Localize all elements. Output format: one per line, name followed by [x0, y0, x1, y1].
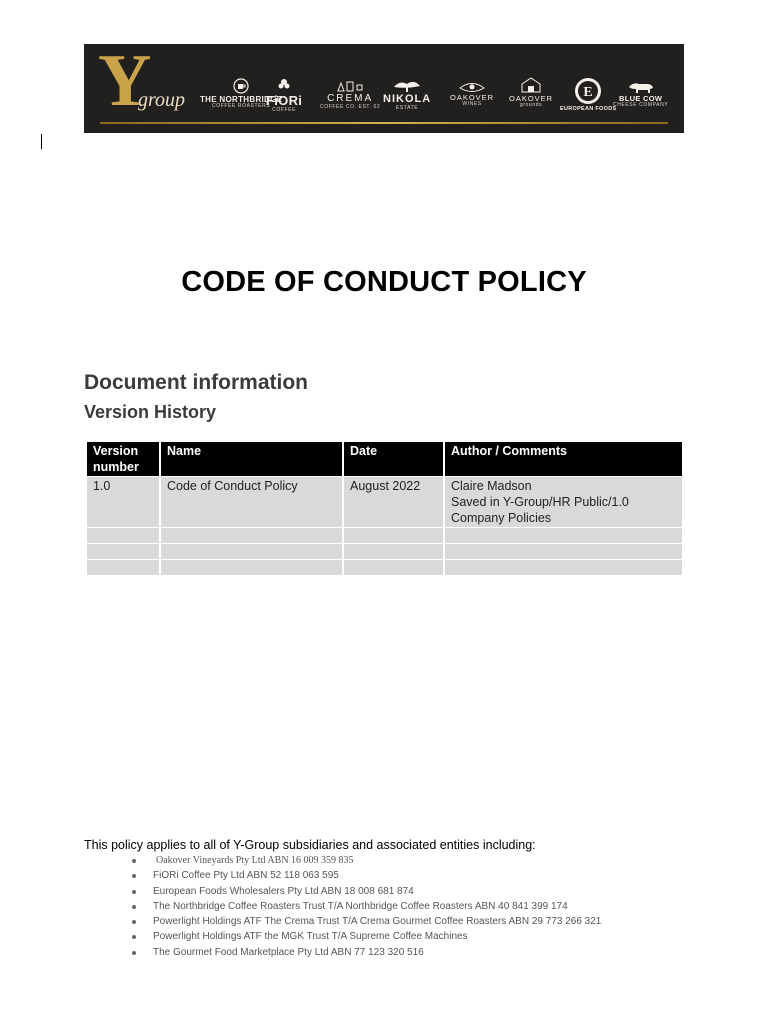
brand-sub: CHEESE COMPANY	[613, 101, 669, 108]
tree-icon	[392, 80, 422, 92]
list-item: Oakover Vineyards Pty Ltd ABN 16 009 359 835	[132, 853, 601, 868]
banner-gold-rule	[100, 122, 668, 124]
list-item: FiORi Coffee Pty Ltd ABN 52 118 063 595	[132, 868, 601, 883]
empty-cell	[343, 528, 444, 544]
brand-oakover-grounds	[509, 77, 553, 108]
list-item: European Foods Wholesalers Pty Ltd ABN 18 008 681 874	[132, 884, 601, 899]
brand-name: OAKOVER	[450, 93, 495, 102]
cow-icon	[626, 81, 656, 93]
ef-emblem-icon	[574, 77, 602, 105]
entity-list	[132, 853, 601, 960]
brand-name: BLUE COW	[619, 94, 663, 103]
brand-sub: COFFEE	[272, 106, 297, 113]
brand-sub: WINES	[462, 100, 482, 107]
empty-cell	[343, 544, 444, 560]
empty-cell	[87, 560, 160, 576]
empty-cell	[160, 560, 343, 576]
empty-cell	[87, 544, 160, 560]
header-author: Author / Comments	[444, 442, 682, 477]
cell-author	[444, 477, 682, 528]
empty-cell	[343, 560, 444, 576]
table-row-empty	[87, 528, 682, 544]
brand-name: EUROPEAN FOODS	[560, 106, 617, 112]
brand-fiori	[266, 78, 302, 113]
header-version: Version number	[87, 442, 160, 477]
text-cursor	[41, 134, 42, 149]
version-history-table	[87, 442, 682, 575]
cell-version: 1.0	[87, 477, 160, 528]
coffee-cup-icon	[233, 78, 249, 94]
author-line: Company Policies	[451, 511, 552, 525]
empty-cell	[444, 544, 682, 560]
brand-sub: grounds	[519, 101, 543, 108]
logo-word: group	[138, 89, 186, 111]
brand-european-foods	[560, 77, 616, 113]
brand-sub: COFFEE CO. EST. 02	[320, 103, 381, 110]
brand-nikola	[383, 80, 431, 111]
empty-cell	[444, 560, 682, 576]
cell-date: August 2022	[343, 477, 444, 528]
section-heading: Document information	[84, 371, 308, 394]
table-row-empty	[87, 560, 682, 576]
brand-crema	[320, 80, 380, 110]
list-item: Powerlight Holdings ATF the MGK Trust T/A Supreme Coffee Machines	[132, 929, 601, 944]
brand-name: OAKOVER	[509, 94, 554, 103]
empty-cell	[87, 528, 160, 544]
list-item: Powerlight Holdings ATF The Crema Trust T/A Crema Gourmet Coffee Roasters ABN 29 773 266 321	[132, 914, 601, 929]
brand-name: NIKOLA	[383, 93, 432, 105]
brand-sub: COFFEE ROASTERS	[212, 103, 271, 110]
brand-name: CREMA	[327, 93, 374, 104]
author-line: Saved in Y-Group/HR Public/1.0	[451, 495, 629, 509]
table-header-row	[87, 442, 682, 477]
logo-letter: Y	[98, 40, 152, 122]
table-row	[87, 477, 682, 528]
brand-name: THE NORTHBRIDGE	[200, 95, 283, 104]
building-icon	[520, 77, 542, 93]
brand-name: FiORi	[266, 93, 303, 108]
table-row-empty	[87, 544, 682, 560]
author-line: Claire Madson	[451, 479, 532, 493]
list-item: The Gourmet Food Marketplace Pty Ltd ABN 77 123 320 516	[132, 945, 601, 960]
empty-cell	[444, 528, 682, 544]
empty-cell	[160, 544, 343, 560]
applies-intro: This policy applies to all of Y-Group subsidiaries and associated entities including:	[84, 838, 536, 852]
cell-name: Code of Conduct Policy	[160, 477, 343, 528]
empty-cell	[160, 528, 343, 544]
eye-icon	[457, 82, 487, 92]
brand-sub: ESTATE	[395, 104, 419, 111]
list-item: The Northbridge Coffee Roasters Trust T/A Northbridge Coffee Roasters ABN 40 841 399 174	[132, 899, 601, 914]
header-banner	[84, 40, 684, 133]
document-title: CODE OF CONDUCT POLICY	[181, 266, 587, 298]
coffee-pot-icon	[335, 80, 365, 92]
y-group-logo	[98, 40, 198, 126]
svg-text:E: E	[583, 85, 593, 100]
header-name: Name	[160, 442, 343, 477]
header-date: Date	[343, 442, 444, 477]
brand-blue-cow	[613, 81, 668, 108]
subsection-heading: Version History	[84, 402, 217, 422]
fiori-leaf-icon	[277, 78, 291, 92]
brand-oakover-wines	[450, 82, 494, 107]
